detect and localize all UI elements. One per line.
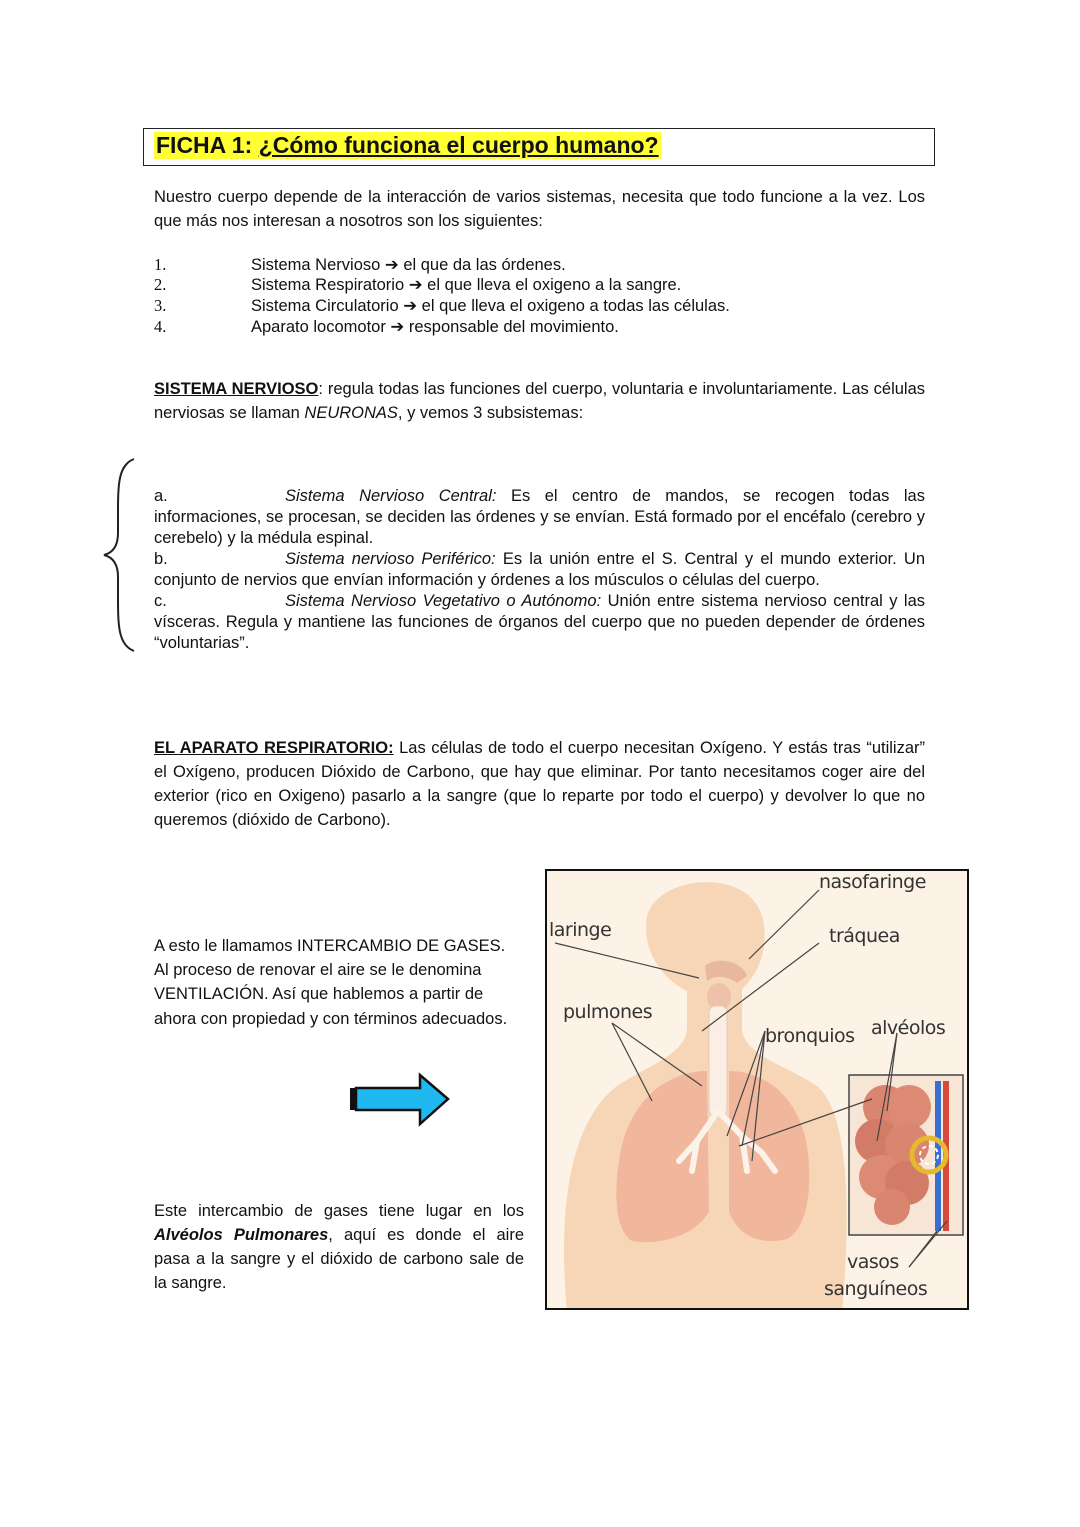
list-desc: el que da las órdenes. bbox=[403, 256, 566, 274]
arrow-glyph-icon: ➔ bbox=[384, 256, 399, 274]
list-desc: responsable del movimiento. bbox=[408, 318, 619, 336]
right-arrow-icon bbox=[348, 1072, 452, 1128]
gas-exchange-paragraph: A esto le llamamos INTERCAMBIO DE GASES. Al proceso de renovar el aire se le denomina VENTILACIÓN. Así que hablemos a partir de ahora con propiedad y con términos adecuados. bbox=[154, 937, 508, 1028]
list-name: Sistema Nervioso bbox=[251, 256, 381, 274]
label-alveolos: alvéolos bbox=[871, 1017, 946, 1039]
page-title bbox=[154, 132, 661, 159]
list-number: 2. bbox=[154, 275, 167, 294]
title-box bbox=[143, 128, 935, 166]
alveoli-text: Este intercambio de gases tiene lugar en los bbox=[154, 1202, 524, 1220]
subsystem-b bbox=[154, 549, 925, 591]
list-name: Sistema Respiratorio bbox=[251, 276, 405, 294]
label-nasofaringe: nasofaringe bbox=[819, 871, 926, 893]
nervous-text: , y vemos 3 subsistemas: bbox=[397, 404, 584, 422]
nervous-heading: SISTEMA NERVIOSO bbox=[154, 380, 319, 398]
subsystem-name: Sistema Nervioso Vegetativo o Autónomo: bbox=[285, 592, 602, 610]
curly-brace-icon bbox=[100, 455, 140, 655]
respiratory-text: Las células de todo el cuerpo necesitan Oxígeno. Y estás tras “utilizar” el Oxígeno, producen Dióxido de Carbono, que hay que eliminar. Por tanto necesitamos coger aire del exterior (rico en Oxigeno) pasarlo a la sangre (que lo reparte por todo el cuerpo) y devolver lo que no queremos (dióxido de Carbono). bbox=[154, 739, 925, 829]
respiratory-heading: EL APARATO RESPIRATORIO: bbox=[154, 739, 394, 757]
label-bronquios: bronquios bbox=[765, 1025, 855, 1047]
list-name: Aparato locomotor bbox=[251, 318, 386, 336]
neuronas-term: NEURONAS bbox=[304, 404, 398, 422]
title-question: ¿Cómo funciona el cuerpo humano? bbox=[258, 132, 659, 158]
arrow-glyph-icon: ➔ bbox=[408, 276, 423, 294]
list-item bbox=[154, 316, 619, 338]
label-sanguineos: sanguíneos bbox=[824, 1278, 928, 1300]
arrow-glyph-icon: ➔ bbox=[390, 318, 405, 336]
subsystem-c bbox=[154, 591, 925, 654]
label-laringe: laringe bbox=[549, 919, 612, 941]
label-vasos: vasos bbox=[847, 1251, 899, 1273]
subsystem-label: c. bbox=[154, 592, 167, 610]
list-desc: el que lleva el oxigeno a la sangre. bbox=[427, 276, 682, 294]
list-item bbox=[154, 274, 681, 296]
subsystem-text: Es el centro de mandos, se recogen todas las informaciones, se procesan, se deciden las órdenes y se envían. Está formado por el encéfalo (cerebro y cerebelo) y la médula espinal. bbox=[154, 487, 925, 547]
respiratory-paragraph bbox=[154, 736, 925, 832]
subsystem-text: Unión entre sistema nervioso central y las vísceras. Regula y mantiene las funciones de órganos del cuerpo que no pueden depender de órdenes “voluntarias”. bbox=[154, 592, 925, 652]
respiratory-figure bbox=[545, 869, 969, 1310]
alveoli-text: , aquí es donde el aire pasa a la sangre y el dióxido de carbono sale de la sangre. bbox=[154, 1226, 524, 1292]
alveoli-paragraph bbox=[154, 1199, 524, 1295]
list-number: 4. bbox=[154, 317, 167, 336]
title-prefix: FICHA 1: bbox=[156, 132, 259, 158]
alveoli-term: Alvéolos Pulmonares bbox=[154, 1226, 329, 1244]
list-item bbox=[154, 295, 730, 317]
list-item bbox=[154, 254, 566, 276]
nervous-system-paragraph bbox=[154, 377, 925, 425]
subsystem-name: Sistema nervioso Periférico: bbox=[285, 550, 496, 568]
subsystem-name: Sistema Nervioso Central: bbox=[285, 487, 497, 505]
label-traquea: tráquea bbox=[829, 925, 900, 947]
subsystem-a bbox=[154, 486, 925, 549]
subsystem-text: Es la unión entre el S. Central y el mundo exterior. Un conjunto de nervios que envían información y órdenes a los músculos o células del cuerpo. bbox=[154, 550, 925, 589]
label-pulmones: pulmones bbox=[563, 1001, 653, 1023]
intro-paragraph: Nuestro cuerpo depende de la interacción de varios sistemas, necesita que todo funcione a la vez. Los que más nos interesan a nosotros son los siguientes: bbox=[154, 188, 925, 230]
nervous-text: : regula todas las funciones del cuerpo, voluntaria e involuntariamente. Las células nerviosas se llaman bbox=[154, 380, 926, 422]
arrow-glyph-icon: ➔ bbox=[403, 297, 418, 315]
list-desc: el que lleva el oxigeno a todas las células. bbox=[421, 297, 730, 315]
trachea bbox=[709, 1006, 727, 1116]
list-number: 3. bbox=[154, 296, 167, 315]
list-number: 1. bbox=[154, 255, 167, 274]
list-name: Sistema Circulatorio bbox=[251, 297, 399, 315]
subsystem-label: b. bbox=[154, 550, 168, 568]
subsystem-label: a. bbox=[154, 487, 168, 505]
